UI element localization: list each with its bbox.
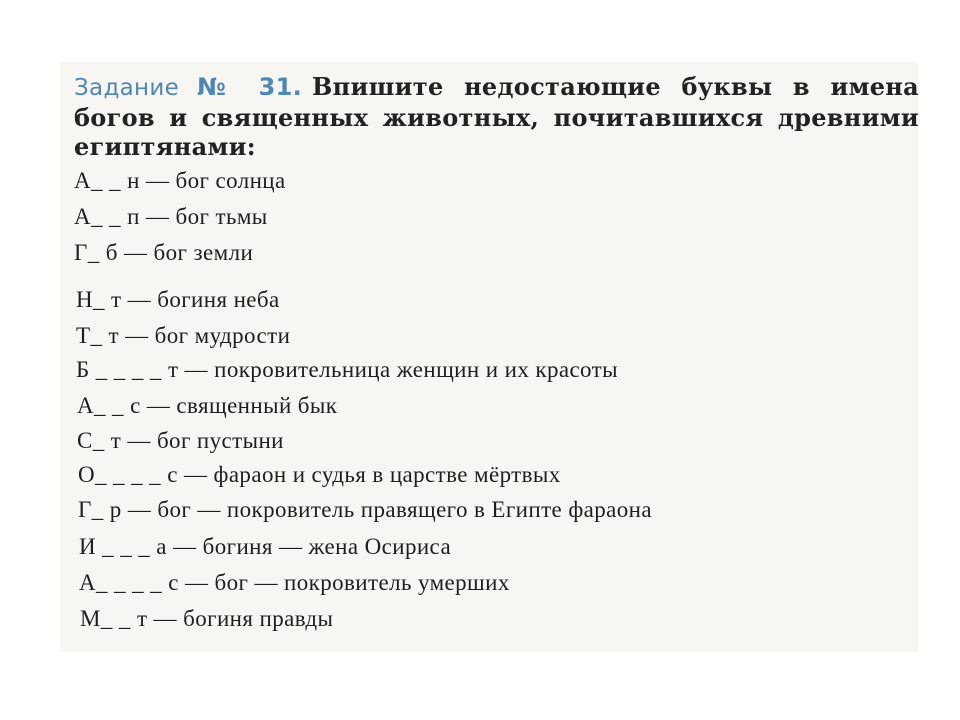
task-heading: [74, 72, 919, 161]
list-item: Г_ б — бог земли: [74, 240, 254, 265]
list-item: Н_ т — богиня неба: [76, 287, 280, 312]
list-item: Г_ р — бог — покровитель правящего в Египте фараона: [78, 497, 652, 522]
list-item: Б _ _ _ _ т — покровительница женщин и их красоты: [76, 357, 618, 382]
list-item: А_ _ с — священный бык: [77, 393, 338, 418]
task-instruction: Впишите недостающие буквы в имена богов и священных животных, почитавшихся древними египтянами:: [74, 72, 920, 161]
task-label: Задание: [74, 75, 180, 101]
list-item: И _ _ _ а — богиня — жена Осириса: [79, 534, 452, 559]
list-item: А_ _ п — бог тьмы: [74, 204, 268, 229]
list-item: А_ _ н — бог солнца: [74, 168, 286, 193]
list-item: С_ т — бог пустыни: [77, 428, 284, 453]
list-item: М_ _ т — богиня правды: [80, 606, 334, 631]
list-item: А_ _ _ _ с — бог — покровитель умерших: [79, 570, 510, 595]
task-number: № 31.: [185, 73, 303, 101]
list-item: О_ _ _ _ с — фараон и судья в царстве мёртвых: [78, 462, 561, 487]
task-block: [74, 72, 919, 161]
list-item: Т_ т — бог мудрости: [76, 323, 291, 348]
